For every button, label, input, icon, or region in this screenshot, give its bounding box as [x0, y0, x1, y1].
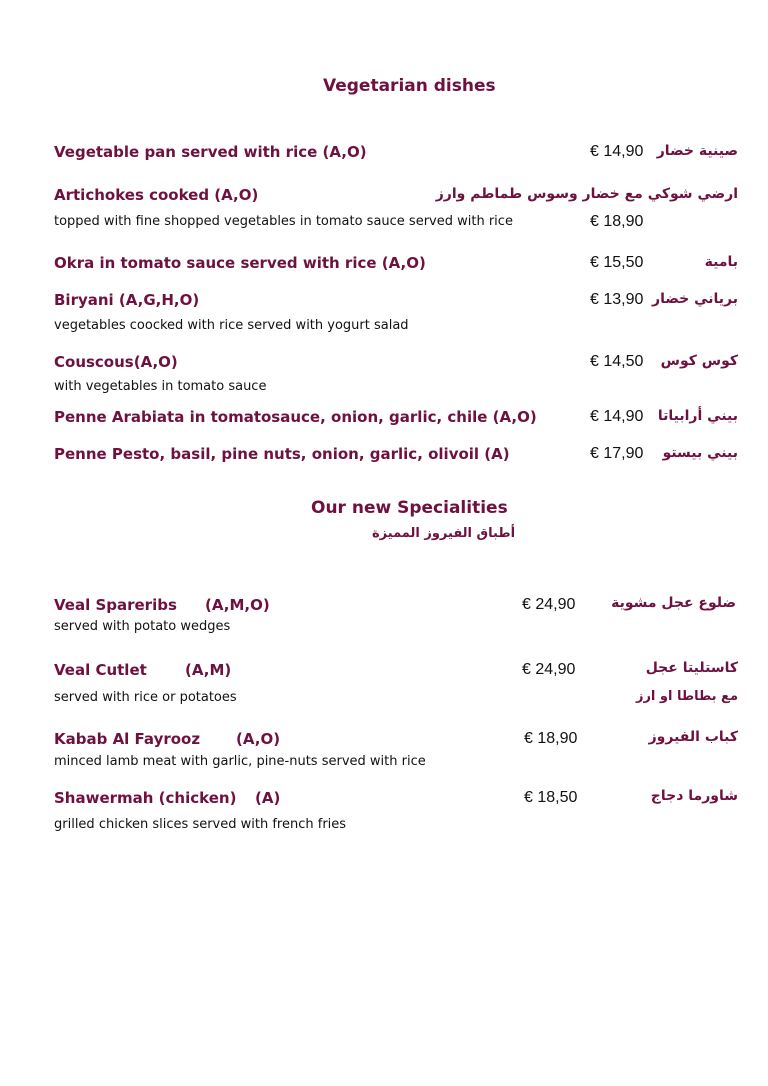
dish-name-arabic: بيني بيستو	[662, 445, 738, 461]
dish-price: € 17,90	[590, 445, 644, 462]
dish-allergens: (A,O)	[236, 730, 281, 748]
dish-description: with vegetables in tomato sauce	[54, 379, 267, 394]
dish-description: minced lamb meat with garlic, pine-nuts served with rice	[54, 754, 426, 769]
vegetarian-title: Vegetarian dishes	[323, 76, 496, 96]
dish-name: Penne Pesto, basil, pine nuts, onion, garlic, olivoil (A)	[54, 445, 510, 463]
dish-name: Veal Cutlet	[54, 661, 147, 679]
dish-price: € 14,50	[590, 353, 644, 370]
dish-name: Artichokes cooked (A,O)	[54, 186, 259, 204]
dish-price: € 14,90	[590, 408, 644, 425]
dish-allergens: (A)	[255, 789, 281, 807]
dish-description: served with potato wedges	[54, 619, 231, 634]
dish-name: Couscous(A,O)	[54, 353, 178, 371]
dish-name: Okra in tomato sauce served with rice (A,O)	[54, 254, 426, 272]
dish-name: Vegetable pan served with rice (A,O)	[54, 143, 367, 161]
dish-name-arabic: ضلوع عجل مشوية	[611, 595, 736, 611]
dish-allergens: (A,M,O)	[205, 596, 270, 614]
dish-name-arabic: بيني أرابياتا	[657, 408, 738, 424]
dish-price: € 18,90	[524, 730, 578, 747]
dish-name: Veal Spareribs	[54, 596, 177, 614]
dish-description-arabic: مع بطاطا او ارز	[635, 689, 738, 704]
dish-name-arabic: شاورما دجاج	[650, 788, 738, 804]
dish-price: € 18,90	[590, 213, 644, 230]
dish-price: € 15,50	[590, 254, 644, 271]
dish-allergens: (A,M)	[185, 661, 232, 679]
dish-name-arabic: كباب الفيروز	[648, 729, 738, 745]
dish-description: grilled chicken slices served with french fries	[54, 817, 347, 832]
dish-description: topped with fine shopped vegetables in tomato sauce served with rice	[54, 214, 513, 229]
dish-price: € 14,90	[590, 143, 644, 160]
dish-price: € 24,90	[522, 661, 576, 678]
dish-description: vegetables coocked with rice served with yogurt salad	[54, 318, 409, 333]
dish-name: Kabab Al Fayrooz	[54, 730, 201, 748]
dish-price: € 18,50	[524, 789, 578, 806]
dish-price: € 13,90	[590, 291, 644, 308]
dish-name: Shawermah (chicken)	[54, 789, 237, 807]
specialities-subtitle-arabic: أطباق الفيروز المميزة	[372, 526, 516, 541]
dish-name-arabic: ارضي شوكي مع خضار وسوس طماطم وارز	[435, 186, 738, 202]
dish-name-arabic: كوس كوس	[660, 353, 738, 369]
dish-name: Penne Arabiata in tomatosauce, onion, garlic, chile (A,O)	[54, 408, 537, 426]
dish-name-arabic: صينية خضار	[656, 143, 738, 159]
dish-name-arabic: بامية	[704, 254, 738, 270]
dish-description: served with rice or potatoes	[54, 690, 237, 705]
dish-name-arabic: كاستليتا عجل	[645, 660, 738, 676]
dish-price: € 24,90	[522, 596, 576, 613]
dish-name: Biryani (A,G,H,O)	[54, 291, 200, 309]
specialities-title: Our new Specialities	[311, 498, 508, 518]
dish-name-arabic: برياني خضار	[652, 291, 738, 307]
